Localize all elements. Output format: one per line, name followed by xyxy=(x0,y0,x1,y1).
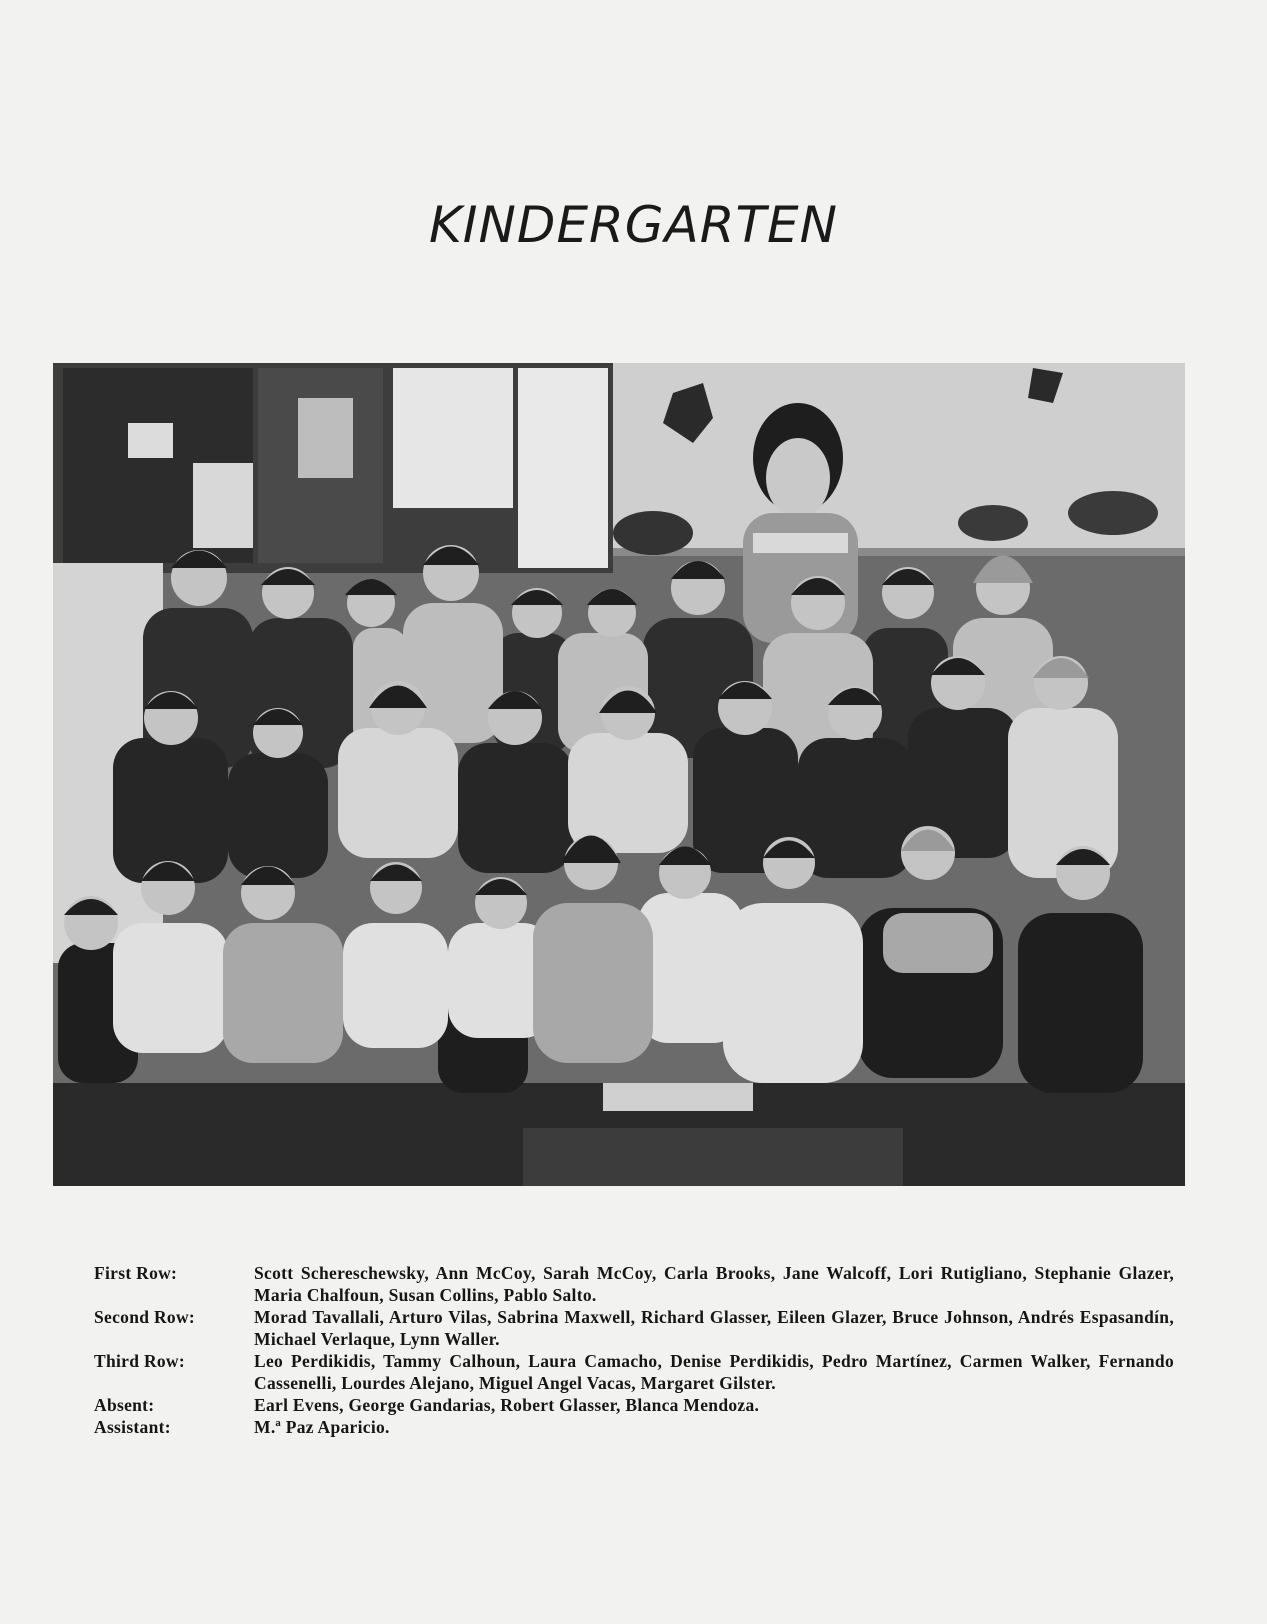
caption-names: M.ª Paz Aparicio. xyxy=(254,1417,390,1437)
caption-label: First Row: xyxy=(94,1263,178,1283)
caption-assistant xyxy=(94,1416,1174,1438)
caption-names: Leo Perdikidis, Tammy Calhoun, Laura Camacho, Denise Perdikidis, Pedro Martínez, Carmen Walker, Fernando Cassenelli, Lourdes Alejano, Miguel Angel Vacas, Margaret Gilster. xyxy=(254,1351,1174,1393)
caption-label: Second Row: xyxy=(94,1307,196,1327)
caption-names: Morad Tavallali, Arturo Vilas, Sabrina Maxwell, Richard Glasser, Eileen Glazer, Bruce Johnson, Andrés Espasandín, Michael Verlaque, Lynn Waller. xyxy=(254,1307,1174,1349)
class-photo xyxy=(53,363,1185,1186)
caption-label: Assistant: xyxy=(94,1417,171,1437)
caption-absent xyxy=(94,1394,1174,1416)
caption-label: Third Row: xyxy=(94,1351,185,1371)
caption-third-row xyxy=(94,1350,1174,1394)
page-title: KINDERGARTEN xyxy=(429,196,838,254)
caption-label: Absent: xyxy=(94,1395,155,1415)
caption-names: Earl Evens, George Gandarias, Robert Glasser, Blanca Mendoza. xyxy=(254,1395,760,1415)
caption-first-row xyxy=(94,1262,1174,1306)
photo-captions xyxy=(94,1262,1174,1438)
caption-names: Scott Schereschewsky, Ann McCoy, Sarah McCoy, Carla Brooks, Jane Walcoff, Lori Rutigliano, Stephanie Glazer, Maria Chalfoun, Susan Collins, Pablo Salto. xyxy=(254,1263,1174,1305)
caption-second-row xyxy=(94,1306,1174,1350)
class-photo-image xyxy=(53,363,1185,1186)
